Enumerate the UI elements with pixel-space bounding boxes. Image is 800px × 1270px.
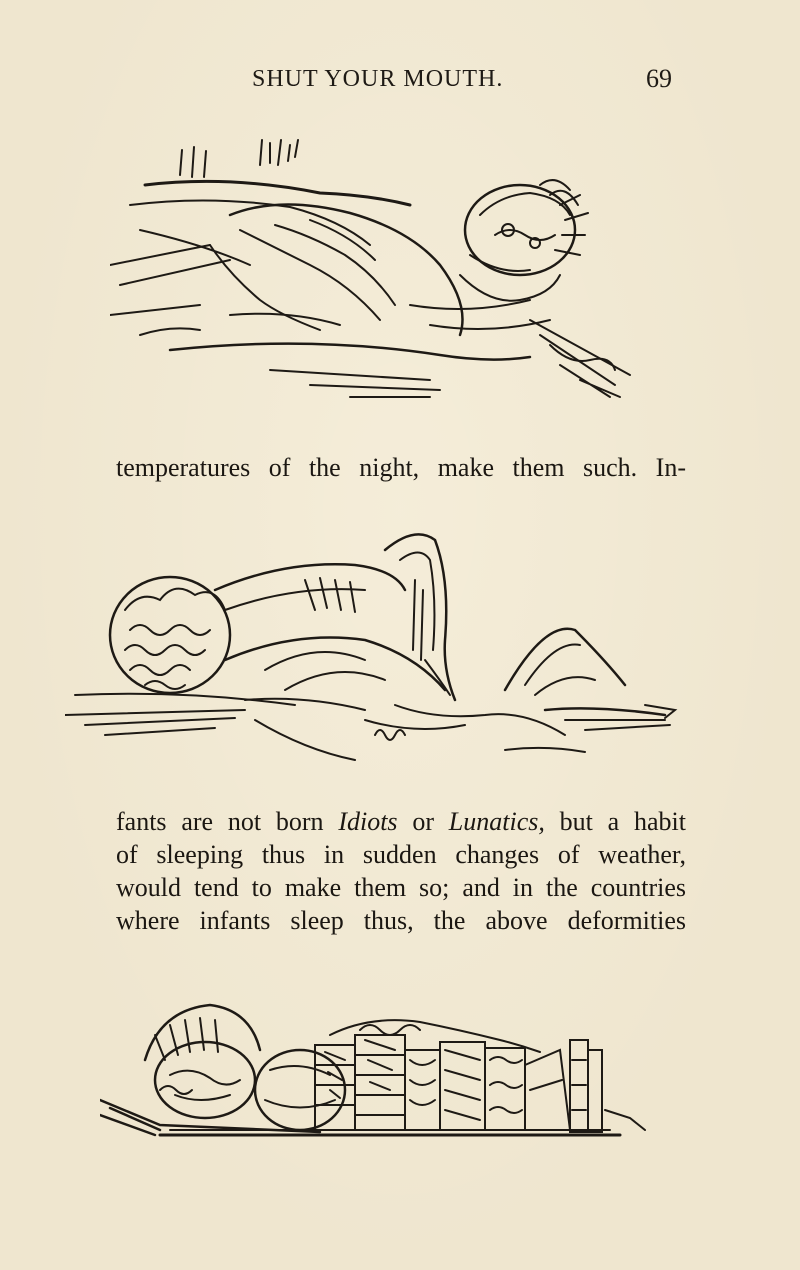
body-line-3: of sleeping thus in sudden changes of weather, bbox=[116, 840, 686, 869]
illustration-sleeper-prone bbox=[110, 135, 640, 415]
term-idiots: Idiots bbox=[338, 807, 398, 836]
body-line-5: where infants sleep thus, the above deformities bbox=[116, 906, 686, 935]
body-line-1: temperatures of the night, make them such. In- bbox=[116, 453, 686, 482]
running-head-title: SHUT YOUR MOUTH. bbox=[252, 66, 504, 92]
page-number: 69 bbox=[646, 64, 672, 93]
body-line-4: would tend to make them so; and in the countries bbox=[116, 873, 686, 902]
body-line-2 bbox=[116, 805, 686, 838]
body-line-2-mid: or bbox=[397, 807, 449, 836]
body-line-2-start: fants are not born bbox=[116, 807, 339, 836]
illustration-sleeper-on-pallet bbox=[100, 990, 660, 1140]
illustration-sleeper-knee-raised bbox=[65, 520, 685, 770]
term-lunatics: Lunatics, bbox=[448, 807, 545, 836]
body-line-2-end: but a habit bbox=[544, 807, 686, 836]
